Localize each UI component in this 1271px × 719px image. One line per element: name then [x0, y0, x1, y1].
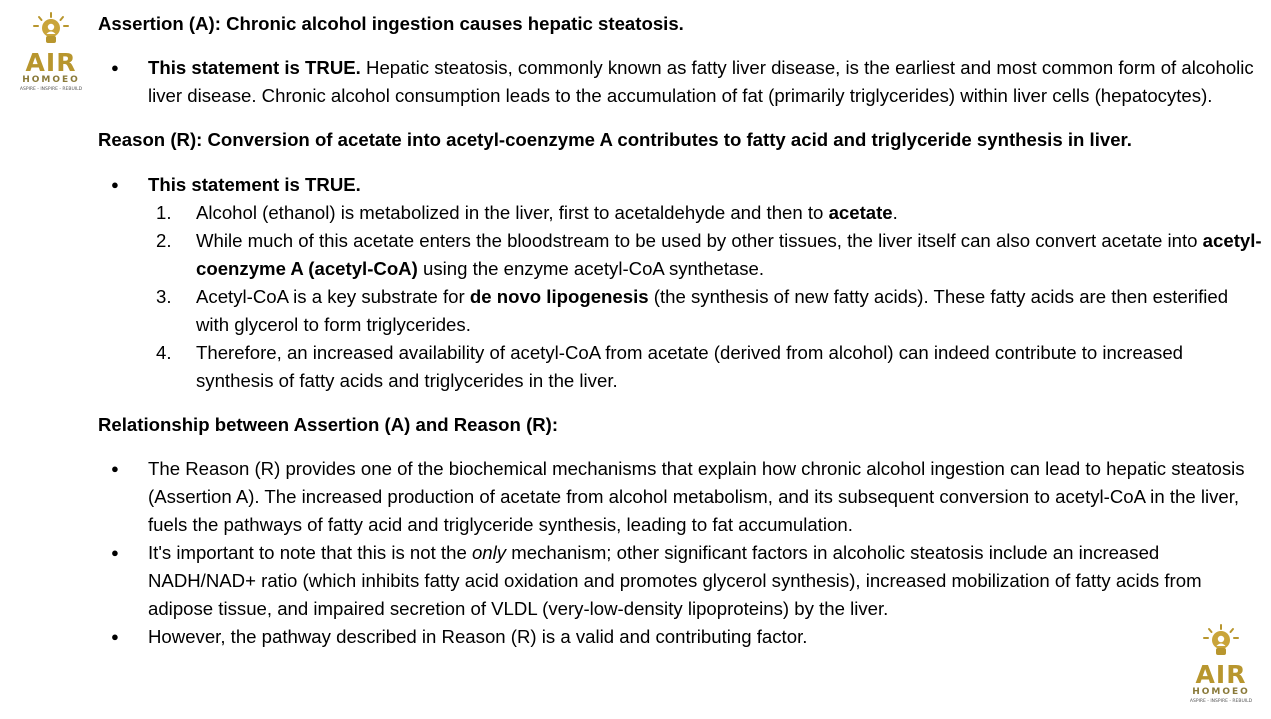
list-item: [98, 539, 1263, 623]
step-bold: de novo lipogenesis: [469, 286, 649, 307]
step-text: While much of this acetate enters the bloodstream to be used by other tissues, the liver itself can also convert acetate into: [196, 230, 1203, 251]
step-number: 2.: [156, 230, 172, 251]
step-text: Therefore, an increased availability of acetyl-CoA from acetate (derived from alcohol) can indeed contribute to increased synthesis of fatty acids and triglycerides in the liver.: [196, 342, 1184, 391]
step-bold: acetyl-coenzyme A (acetyl-CoA): [196, 230, 1262, 279]
step-item: [148, 283, 1263, 339]
reason-verdict: This statement is TRUE.: [148, 174, 361, 195]
step-number: 1.: [156, 202, 172, 223]
logo-tagline: ASPIRE - INSPIRE - REBUILD: [1189, 699, 1253, 704]
step-item: [148, 339, 1263, 395]
lightbulb-icon: [31, 12, 71, 48]
reason-list: [98, 171, 1263, 395]
step-number: 4.: [156, 342, 172, 363]
assertion-heading: Assertion (A): Chronic alcohol ingestion causes hepatic steatosis.: [98, 13, 684, 34]
step-text-end: using the enzyme acetyl-CoA synthetase.: [417, 258, 765, 279]
logo-air-text: AIR: [1195, 660, 1247, 689]
relationship-point-1: The Reason (R) provides one of the biochemical mechanisms that explain how chronic alcohol ingestion can lead to hepatic steatosis (Assertion A). The increased production of acetate from alcohol metabolism, and its subsequent conversion to acetyl-CoA in the liver, fuels the pathways of fatty acid and triglyceride synthesis, leading to fat accumulation.: [148, 458, 1245, 535]
step-item: [148, 227, 1263, 283]
step-text-end: (the synthesis of new fatty acids). These fatty acids are then esterified with glycerol to form triglycerides.: [196, 286, 1229, 335]
logo-tagline: ASPIRE - INSPIRE - REBUILD: [19, 87, 83, 92]
reason-heading: Reason (R): Conversion of acetate into acetyl-coenzyme A contributes to fatty acid and triglyceride synthesis in liver.: [98, 129, 1132, 150]
step-bold: acetate: [828, 202, 893, 223]
relationship-point-2: It's important to note that this is not the: [148, 542, 472, 563]
relationship-list: [98, 455, 1263, 651]
step-text: Acetyl-CoA is a key substrate for: [196, 286, 470, 307]
assertion-explanation: Hepatic steatosis, commonly known as fatty liver disease, is the earliest and most common form of alcoholic liver disease. Chronic alcohol consumption leads to the accumulation of fat (primarily triglycerides) within liver cells (hepatocytes).: [148, 57, 1254, 106]
list-item: [98, 171, 1263, 395]
document-body: [98, 10, 1263, 651]
step-number: 3.: [156, 286, 172, 307]
assertion-list: [98, 54, 1263, 110]
reason-steps: [148, 199, 1263, 395]
air-homoeo-logo-top: [14, 12, 88, 93]
relationship-heading: Relationship between Assertion (A) and Reason (R):: [98, 414, 559, 435]
step-text: Alcohol (ethanol) is metabolized in the liver, first to acetaldehyde and then to: [196, 202, 829, 223]
logo-homoeo-text: HOMOEO: [1192, 687, 1250, 697]
logo-air-text: AIR: [25, 48, 77, 77]
list-item: [98, 54, 1263, 110]
step-item: [148, 199, 1263, 227]
assertion-verdict: This statement is TRUE.: [148, 57, 361, 78]
relationship-point-2-cont: mechanism; other significant factors in alcoholic steatosis include an increased NADH/NAD+ ratio (which inhibits fatty acid oxidation and promotes glycerol synthesis), increased mobilization of fatty acids from adipose tissue, and impaired secretion of VLDL (very-low-density lipoproteins) by the liver.: [148, 542, 1202, 619]
list-item: [98, 455, 1263, 539]
step-text-end: .: [892, 202, 898, 223]
emphasis-only: only: [471, 542, 507, 563]
logo-homoeo-text: HOMOEO: [22, 75, 80, 85]
relationship-point-3: However, the pathway described in Reason (R) is a valid and contributing factor.: [148, 626, 808, 647]
list-item: [98, 623, 1263, 651]
